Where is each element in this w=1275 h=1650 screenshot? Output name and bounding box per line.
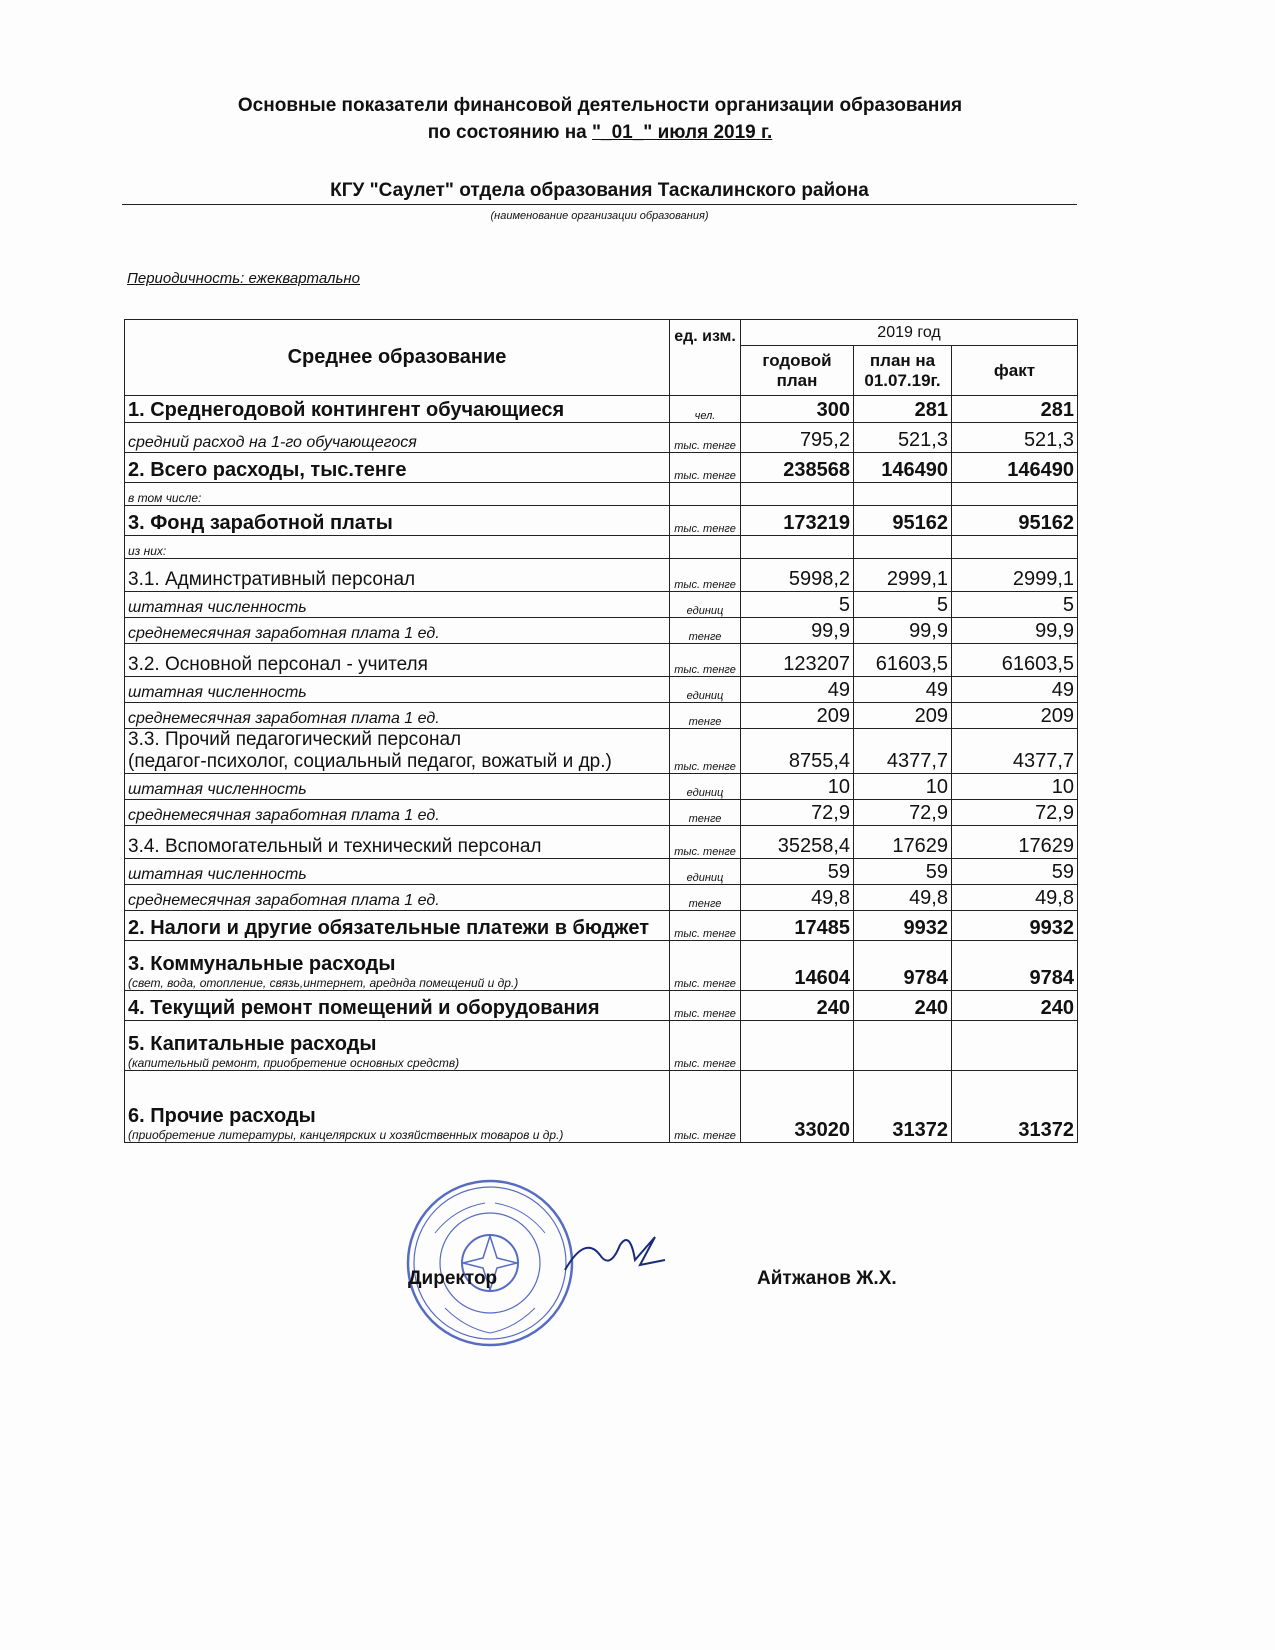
value-annual-plan: 209 xyxy=(741,703,854,729)
row-label-text: средний расход на 1-го обучающегося xyxy=(128,434,417,451)
table-row xyxy=(125,911,1078,941)
row-label xyxy=(125,592,670,618)
row-unit: тенге xyxy=(670,703,741,729)
value-annual-plan: 795,2 xyxy=(741,423,854,453)
row-label xyxy=(125,618,670,644)
row-label-text: в том числе: xyxy=(128,491,202,505)
table-row xyxy=(125,618,1078,644)
value-fact: 521,3 xyxy=(952,423,1078,453)
value-annual-plan: 300 xyxy=(741,396,854,423)
row-label-note: (свет, вода, отопление, связь,интернет, ареднда помещений и др.) xyxy=(128,976,519,990)
table-row xyxy=(125,559,1078,592)
value-plan-to-date: 17629 xyxy=(854,826,952,859)
row-label-text: среднемесячная заработная плата 1 ед. xyxy=(128,807,440,824)
value-plan-to-date: 9784 xyxy=(854,941,952,991)
value-plan-to-date: 61603,5 xyxy=(854,644,952,677)
row-unit: единиц xyxy=(670,592,741,618)
row-label-text: среднемесячная заработная плата 1 ед. xyxy=(128,892,440,909)
row-label-text: 3.4. Вспомогательный и технический персонал xyxy=(128,836,542,857)
row-label-text: 1. Среднегодовой контингент обучающиеся xyxy=(128,399,565,421)
row-label-text: 3. Коммунальные расходы xyxy=(128,953,396,975)
value-annual-plan: 49,8 xyxy=(741,885,854,911)
value-fact xyxy=(952,536,1078,559)
table-row xyxy=(125,506,1078,536)
row-label xyxy=(125,859,670,885)
row-unit xyxy=(670,536,741,559)
value-plan-to-date: 146490 xyxy=(854,453,952,483)
row-unit: тыс. тенге xyxy=(670,453,741,483)
value-plan-to-date: 9932 xyxy=(854,911,952,941)
row-label xyxy=(125,1071,670,1143)
value-fact: 209 xyxy=(952,703,1078,729)
table-row xyxy=(125,453,1078,483)
value-plan-to-date xyxy=(854,483,952,506)
value-fact: 9932 xyxy=(952,911,1078,941)
row-unit: единиц xyxy=(670,677,741,703)
value-annual-plan: 10 xyxy=(741,774,854,800)
organization-name: КГУ "Саулет" отдела образования Таскалинского района xyxy=(122,180,1077,205)
value-fact: 95162 xyxy=(952,506,1078,536)
signer-name: Айтжанов Ж.Х. xyxy=(757,1268,897,1289)
row-label-text: штатная численность xyxy=(128,684,307,701)
table-row xyxy=(125,703,1078,729)
row-label-text: штатная численность xyxy=(128,866,307,883)
table-row xyxy=(125,941,1078,991)
row-label xyxy=(125,559,670,592)
table-row xyxy=(125,1021,1078,1071)
value-annual-plan: 33020 xyxy=(741,1071,854,1143)
row-unit: тенге xyxy=(670,885,741,911)
value-annual-plan xyxy=(741,1021,854,1071)
row-label-text: из них: xyxy=(128,544,167,558)
row-unit: тенге xyxy=(670,618,741,644)
row-unit: единиц xyxy=(670,859,741,885)
row-label xyxy=(125,703,670,729)
row-label xyxy=(125,991,670,1021)
row-label xyxy=(125,453,670,483)
row-label-text: 2. Налоги и другие обязательные платежи в бюджет xyxy=(128,917,649,939)
row-label xyxy=(125,774,670,800)
value-plan-to-date: 209 xyxy=(854,703,952,729)
row-label-text: 3. Фонд заработной платы xyxy=(128,512,393,534)
header-fact: факт xyxy=(952,346,1078,396)
row-unit xyxy=(670,483,741,506)
financial-table xyxy=(124,319,1078,1143)
value-fact: 49 xyxy=(952,677,1078,703)
value-fact: 17629 xyxy=(952,826,1078,859)
row-label xyxy=(125,536,670,559)
table-row xyxy=(125,536,1078,559)
row-label-text: 4. Текущий ремонт помещений и оборудования xyxy=(128,997,600,1019)
value-fact: 59 xyxy=(952,859,1078,885)
row-unit: тенге xyxy=(670,800,741,826)
value-plan-to-date: 5 xyxy=(854,592,952,618)
report-date: "_01_" июля 2019 г. xyxy=(592,122,773,143)
value-fact: 240 xyxy=(952,991,1078,1021)
row-label xyxy=(125,800,670,826)
table-row xyxy=(125,396,1078,423)
table-row xyxy=(125,644,1078,677)
value-fact: 72,9 xyxy=(952,800,1078,826)
value-fact xyxy=(952,1021,1078,1071)
value-plan-to-date: 281 xyxy=(854,396,952,423)
row-label xyxy=(125,396,670,423)
value-annual-plan: 99,9 xyxy=(741,618,854,644)
row-label-note: (капительный ремонт, приобретение основных средств) xyxy=(128,1056,460,1070)
table-row xyxy=(125,800,1078,826)
value-annual-plan: 17485 xyxy=(741,911,854,941)
table-row xyxy=(125,729,1078,774)
row-unit: тыс. тенге xyxy=(670,506,741,536)
row-label-text: 5. Капитальные расходы xyxy=(128,1033,377,1055)
date-prefix: по состоянию на xyxy=(427,122,593,143)
row-unit: тыс. тенге xyxy=(670,423,741,453)
value-fact: 146490 xyxy=(952,453,1078,483)
value-plan-to-date: 49 xyxy=(854,677,952,703)
value-fact: 5 xyxy=(952,592,1078,618)
row-label xyxy=(125,677,670,703)
signer-title: Директор xyxy=(408,1268,498,1289)
table-row xyxy=(125,991,1078,1021)
value-plan-to-date: 10 xyxy=(854,774,952,800)
official-stamp xyxy=(405,1178,575,1348)
row-label xyxy=(125,729,670,774)
table-row xyxy=(125,774,1078,800)
value-plan-to-date xyxy=(854,1021,952,1071)
value-annual-plan: 238568 xyxy=(741,453,854,483)
table-row xyxy=(125,483,1078,506)
doc-title: Основные показатели финансовой деятельности организации образования xyxy=(237,95,963,116)
value-annual-plan: 59 xyxy=(741,859,854,885)
table-row xyxy=(125,859,1078,885)
director-signature xyxy=(560,1225,670,1285)
value-fact: 99,9 xyxy=(952,618,1078,644)
value-fact: 61603,5 xyxy=(952,644,1078,677)
value-plan-to-date xyxy=(854,536,952,559)
value-plan-to-date: 99,9 xyxy=(854,618,952,644)
value-plan-to-date: 72,9 xyxy=(854,800,952,826)
header-section: Среднее образование xyxy=(125,320,670,396)
row-label xyxy=(125,885,670,911)
row-unit: тыс. тенге xyxy=(670,1021,741,1071)
row-label-text: 3.3. Прочий педагогический персонал xyxy=(128,729,462,750)
value-fact: 4377,7 xyxy=(952,729,1078,774)
row-unit: тыс. тенге xyxy=(670,991,741,1021)
table-row xyxy=(125,677,1078,703)
value-annual-plan xyxy=(741,536,854,559)
value-fact: 2999,1 xyxy=(952,559,1078,592)
value-annual-plan: 5 xyxy=(741,592,854,618)
value-plan-to-date: 49,8 xyxy=(854,885,952,911)
row-label-note: (приобретение литературы, канцелярских и хозяйственных товаров и др.) xyxy=(128,1128,564,1142)
row-label-text: среднемесячная заработная плата 1 ед. xyxy=(128,710,440,727)
value-annual-plan: 35258,4 xyxy=(741,826,854,859)
row-label-text: 3.1. Админстративный персонал xyxy=(128,569,416,590)
table-row xyxy=(125,1071,1078,1143)
value-annual-plan: 123207 xyxy=(741,644,854,677)
row-unit: тыс. тенге xyxy=(670,941,741,991)
row-unit: тыс. тенге xyxy=(670,559,741,592)
row-label-text: 2. Всего расходы, тыс.тенге xyxy=(128,459,407,481)
header-plan-date: план на 01.07.19г. xyxy=(854,346,952,396)
row-unit: тыс. тенге xyxy=(670,826,741,859)
header-year: 2019 год xyxy=(741,320,1078,346)
value-annual-plan: 173219 xyxy=(741,506,854,536)
row-label xyxy=(125,1021,670,1071)
value-annual-plan: 14604 xyxy=(741,941,854,991)
table-row xyxy=(125,592,1078,618)
row-unit: тыс. тенге xyxy=(670,729,741,774)
row-label xyxy=(125,911,670,941)
value-annual-plan: 240 xyxy=(741,991,854,1021)
row-label xyxy=(125,941,670,991)
value-annual-plan: 5998,2 xyxy=(741,559,854,592)
table-row xyxy=(125,826,1078,859)
organization-note: (наименование организации образования) xyxy=(490,210,709,222)
value-plan-to-date: 31372 xyxy=(854,1071,952,1143)
value-fact: 31372 xyxy=(952,1071,1078,1143)
value-annual-plan: 72,9 xyxy=(741,800,854,826)
value-fact: 49,8 xyxy=(952,885,1078,911)
row-label xyxy=(125,644,670,677)
row-unit: тыс. тенге xyxy=(670,911,741,941)
value-fact xyxy=(952,483,1078,506)
row-label-note: (педагог-психолог, социальный педагог, вожатый и др.) xyxy=(128,751,612,772)
doc-date-line xyxy=(120,122,1080,144)
row-label-text: 3.2. Основной персонал - учителя xyxy=(128,654,428,675)
row-label xyxy=(125,506,670,536)
value-fact: 10 xyxy=(952,774,1078,800)
row-unit: единиц xyxy=(670,774,741,800)
row-label-text: среднемесячная заработная плата 1 ед. xyxy=(128,625,440,642)
row-label xyxy=(125,423,670,453)
header-plan-year: годовой план xyxy=(741,346,854,396)
value-annual-plan xyxy=(741,483,854,506)
value-plan-to-date: 4377,7 xyxy=(854,729,952,774)
value-fact: 281 xyxy=(952,396,1078,423)
value-plan-to-date: 59 xyxy=(854,859,952,885)
table-row xyxy=(125,885,1078,911)
row-unit: тыс. тенге xyxy=(670,644,741,677)
value-annual-plan: 49 xyxy=(741,677,854,703)
row-label xyxy=(125,826,670,859)
row-label-text: штатная численность xyxy=(128,599,307,616)
value-plan-to-date: 240 xyxy=(854,991,952,1021)
row-label xyxy=(125,483,670,506)
row-label-text: 6. Прочие расходы xyxy=(128,1105,316,1127)
row-label-text: штатная численность xyxy=(128,781,307,798)
header-unit: ед. изм. xyxy=(670,320,741,396)
value-annual-plan: 8755,4 xyxy=(741,729,854,774)
table-row xyxy=(125,423,1078,453)
value-plan-to-date: 2999,1 xyxy=(854,559,952,592)
row-unit: тыс. тенге xyxy=(670,1071,741,1143)
periodicity: Периодичность: ежеквартально xyxy=(127,270,360,287)
row-unit: чел. xyxy=(670,396,741,423)
value-fact: 9784 xyxy=(952,941,1078,991)
value-plan-to-date: 95162 xyxy=(854,506,952,536)
value-plan-to-date: 521,3 xyxy=(854,423,952,453)
